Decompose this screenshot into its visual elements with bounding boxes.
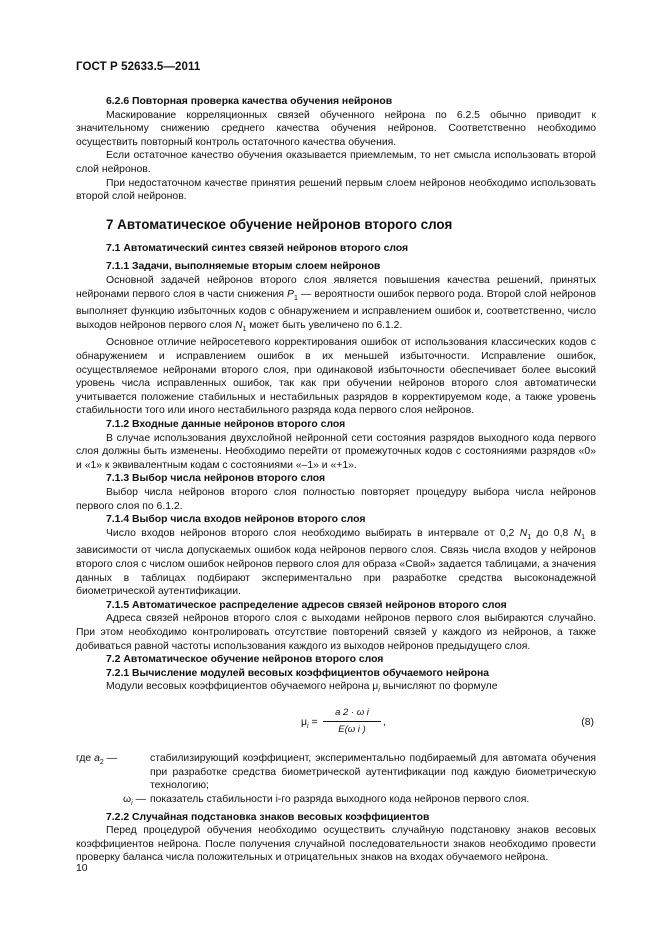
section-7-title: 7 Автоматическое обучение нейронов второго слоя <box>106 216 453 232</box>
document-body <box>76 95 596 865</box>
definition-text: стабилизирующий коэффициент, экспериментально подбираемый для автомата обучения при разработке средства биометрической аутентификации под каждую биометрическую технологию; <box>150 753 596 792</box>
section-7-2-title: 7.2 Автоматическое обучение нейронов второго слоя <box>106 654 384 666</box>
definition-item <box>76 793 596 811</box>
definition-text: показатель стабильности i-го разряда выходного кода нейронов первого слоя. <box>150 793 530 805</box>
section-7-2-2-paragraph-1: Перед процедурой обучения необходимо осуществить случайную подстановку знаков весовых коэффициентов нейрона. После получения случайной последовательности знаков необходимо провести проверку баланса числа положительных и отрицательных знаков на входах обучаемого нейрона. <box>76 825 596 864</box>
formula-numerator: a 2 · ω i <box>323 706 381 722</box>
section-7-1-2-title: 7.1.2 Входные данные нейронов второго слоя <box>106 419 346 431</box>
section-7-2-1-title: 7.2.1 Вычисление модулей весовых коэффициентов обучаемого нейрона <box>106 667 490 679</box>
formula-number: (8) <box>581 717 594 729</box>
formula-denominator: E(ω i ) <box>338 723 366 735</box>
section-7-1-3-paragraph-1: Выбор числа нейронов второго слоя полностью повторяет процедуру выбора числа нейронов первого слоя по 6.1.2. <box>76 487 596 512</box>
section-7-1-2-paragraph-1: В случае использования двухслойной нейронной сети состояния разрядов выходного кода первого слоя должны быть изменены. Необходимо перейти от промежуточных кодов с состояниями разрядов «0» и «1» к эквивалентным кодам с состояниями «–1» и «+1». <box>76 432 596 471</box>
section-7-1-1-paragraph-1: Основной задачей нейронов второго слоя является повышения качества решений, принятых нейронами первого слоя в части снижения $P_1$ — вероятности ошибок первого рода. Второй слой нейронов выполняет функцию избыточных кодов с обнаружением и исправлением ошибок и, соответственно, число выходов нейронов первого слоя $N_1$ может быть увеличено по 6.1.2. <box>76 274 596 333</box>
section-7-1-5-title: 7.1.5 Автоматическое распределение адресов связей нейронов второго слоя <box>106 599 507 611</box>
definition-item <box>76 752 596 793</box>
section-7-2-2-title: 7.2.2 Случайная подстановка знаков весовых коэффициентов <box>106 811 430 823</box>
page-number: 10 <box>76 863 88 874</box>
section-7-2-1-paragraph-1: Модули весовых коэффициентов обучаемого нейрона $\mu_i$ вычисляют по формуле <box>106 681 498 695</box>
definition-term: где $a_2$ — <box>76 753 118 767</box>
section-6-2-6-paragraph-2: Если остаточное качество обучения оказывается приемлемым, то нет смысла использовать второй слой нейронов. <box>76 150 596 175</box>
definition-term: $\omega_i$ — <box>123 793 146 807</box>
section-6-2-6-paragraph-1: Маскирование корреляционных связей обученного нейрона по 6.2.5 обычно приводит к значительному снижению среднего качества обучения нейронов. Соответственно необходимо осуществить повторный контроль остаточного качества обучения. <box>76 109 596 148</box>
formula-lhs: $\mu_i$ = <box>301 717 318 731</box>
section-6-2-6-title: 6.2.6 Повторная проверка качества обучения нейронов <box>106 96 393 107</box>
section-6-2-6-paragraph-3: При недостаточном качестве принятия решений первым слоем нейронов необходимо использовать второй слой нейронов. <box>76 177 596 203</box>
document-header: ГОСТ Р 52633.5—2011 <box>76 61 201 73</box>
section-7-1-4-paragraph-1: Число входов нейронов второго слоя необходимо выбирать в интервале от 0,2 $N_1$ до 0,8 $N_1$ в зависимости от числа допускаемых ошибок кода нейронов первого слоя. Связь числа входов у нейронов второго слоя с числом ошибок нейронов первого слоя для образа «Свой» задается таблицами, а значения данных в таблицах подбирают экспериментально при разработке средства высоконадежной биометрической аутентификации. <box>76 527 596 598</box>
formula-comma: , <box>383 717 386 729</box>
section-7-1-title: 7.1 Автоматический синтез связей нейронов второго слоя <box>106 242 409 254</box>
section-7-1-3-title: 7.1.3 Выбор числа нейронов второго слоя <box>106 473 326 485</box>
formula-8 <box>76 704 596 748</box>
formula-fraction <box>323 706 381 736</box>
section-7-1-4-title: 7.1.4 Выбор числа входов нейронов второго слоя <box>106 514 366 526</box>
section-7-1-5-paragraph-1: Адреса связей нейронов второго слоя с выходами нейронов первого слоя выбираются случайно. При этом необходимо контролировать отсутствие повторений связей у каждого из нейронов, а также добиваться равной частоты использования каждого из выходов нейронов предыдущего слоя. <box>76 613 596 652</box>
section-7-1-1-paragraph-2: Основное отличие нейросетевого корректирования ошибок от использования классических кодов с обнаружением и исправлением ошибок в их меньшей избыточности. Исправление ошибок, осуществляемое нейронами второго слоя, при одинаковой избыточности обеспечивает более высокий уровень числа исправленных ошибок, так как при обучении нейронов второго слоя автоматически учитывается положение стабильных и нестабильных разрядов в корректируемом коде, а также уровень стабильности того или иного нестабильного разряда кода первого слоя нейронов. <box>76 337 596 417</box>
definitions-list <box>76 752 596 810</box>
section-7-1-1-title: 7.1.1 Задачи, выполняемые вторым слоем нейронов <box>106 261 381 273</box>
